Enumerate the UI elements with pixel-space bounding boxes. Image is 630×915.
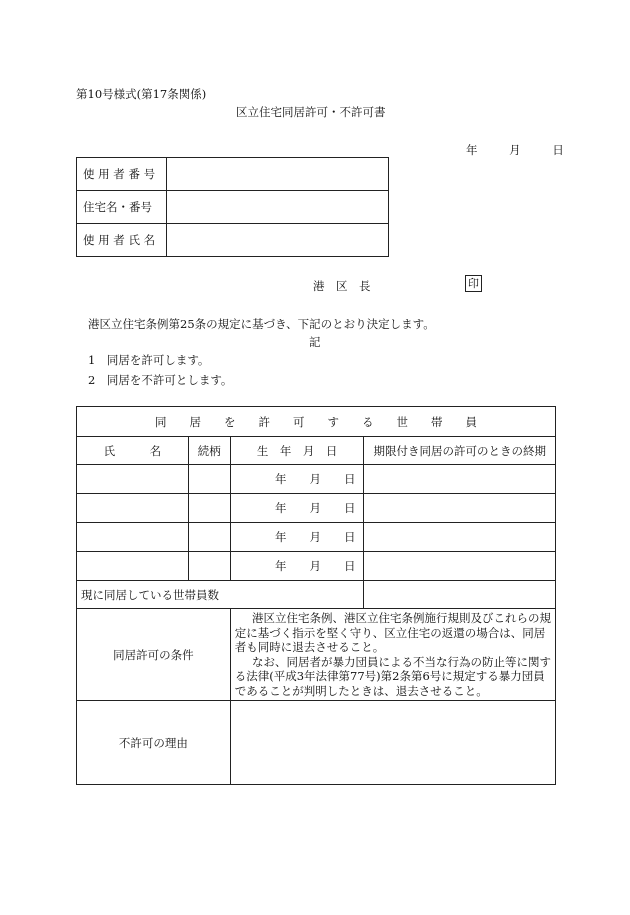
member-period-cell[interactable] <box>364 494 556 523</box>
member-birthdate-cell[interactable]: 年 月 日 <box>230 494 364 523</box>
option-permit: 1 同居を許可します。 <box>88 353 210 367</box>
condition-paragraph-2: なお、同居者が暴力団員による不当な行為の防止等に関する法律(平成3年法律第77号)第2条第6号に規定する暴力団員であることが判明したときは、退去させること。 <box>234 654 551 698</box>
user-number-field[interactable] <box>166 158 388 191</box>
member-row <box>77 494 556 523</box>
member-name-cell[interactable] <box>77 523 189 552</box>
household-members-table <box>76 406 556 785</box>
member-period-cell[interactable] <box>364 523 556 552</box>
date-year: 年 <box>466 143 478 157</box>
member-period-cell[interactable] <box>364 552 556 581</box>
member-row <box>77 465 556 494</box>
member-name-cell[interactable] <box>77 552 189 581</box>
member-relation-cell[interactable] <box>188 523 230 552</box>
member-relation-cell[interactable] <box>188 552 230 581</box>
refusal-reason-label: 不許可の理由 <box>77 701 231 785</box>
member-period-cell[interactable] <box>364 465 556 494</box>
col-header-birthdate: 生 年 月 日 <box>230 437 364 465</box>
issuer-title: 港 区 長 <box>313 279 371 293</box>
user-info-table <box>76 157 389 257</box>
permission-condition-text <box>230 609 555 701</box>
user-number-label: 使 用 者 番 号 <box>77 158 167 191</box>
housing-name-field[interactable] <box>166 191 388 224</box>
members-table-title: 同 居 を 許 可 す る 世 帯 員 <box>77 407 556 437</box>
member-birthdate-cell[interactable]: 年 月 日 <box>230 552 364 581</box>
date-line <box>466 142 564 158</box>
condition-paragraph-1: 港区立住宅条例、港区立住宅条例施行規則及びこれらの規定に基づく指示を堅く守り、区立住宅の返還の場合は、同居者も同時に退去させること。 <box>234 611 551 654</box>
decision-text: 港区立住宅条例第25条の規定に基づき、下記のとおり決定します。 <box>88 317 435 331</box>
member-name-cell[interactable] <box>77 465 189 494</box>
ki-label: 記 <box>309 335 321 349</box>
user-name-field[interactable] <box>166 224 388 257</box>
user-name-label: 使 用 者 氏 名 <box>77 224 167 257</box>
housing-name-label: 住宅名・番号 <box>77 191 167 224</box>
permission-condition-label: 同居許可の条件 <box>77 609 231 701</box>
member-row <box>77 523 556 552</box>
date-month: 月 <box>509 143 521 157</box>
member-relation-cell[interactable] <box>188 494 230 523</box>
member-row <box>77 552 556 581</box>
refusal-reason-field[interactable] <box>230 701 555 785</box>
seal-mark: 印 <box>465 275 482 292</box>
col-header-period-end: 期限付き同居の許可のときの終期 <box>364 437 556 465</box>
member-birthdate-cell[interactable]: 年 月 日 <box>230 465 364 494</box>
option-deny: 2 同居を不許可とします。 <box>88 373 233 387</box>
date-day: 日 <box>552 143 564 157</box>
document-title: 区立住宅同居許可・不許可書 <box>236 105 386 119</box>
col-header-relation: 続柄 <box>188 437 230 465</box>
member-relation-cell[interactable] <box>188 465 230 494</box>
member-name-cell[interactable] <box>77 494 189 523</box>
form-number: 第10号様式(第17条関係) <box>76 87 207 101</box>
current-household-count-label: 現に同居している世帯員数 <box>77 581 364 609</box>
member-birthdate-cell[interactable]: 年 月 日 <box>230 523 364 552</box>
col-header-name: 氏 名 <box>77 437 189 465</box>
current-household-count-field[interactable] <box>364 581 556 609</box>
